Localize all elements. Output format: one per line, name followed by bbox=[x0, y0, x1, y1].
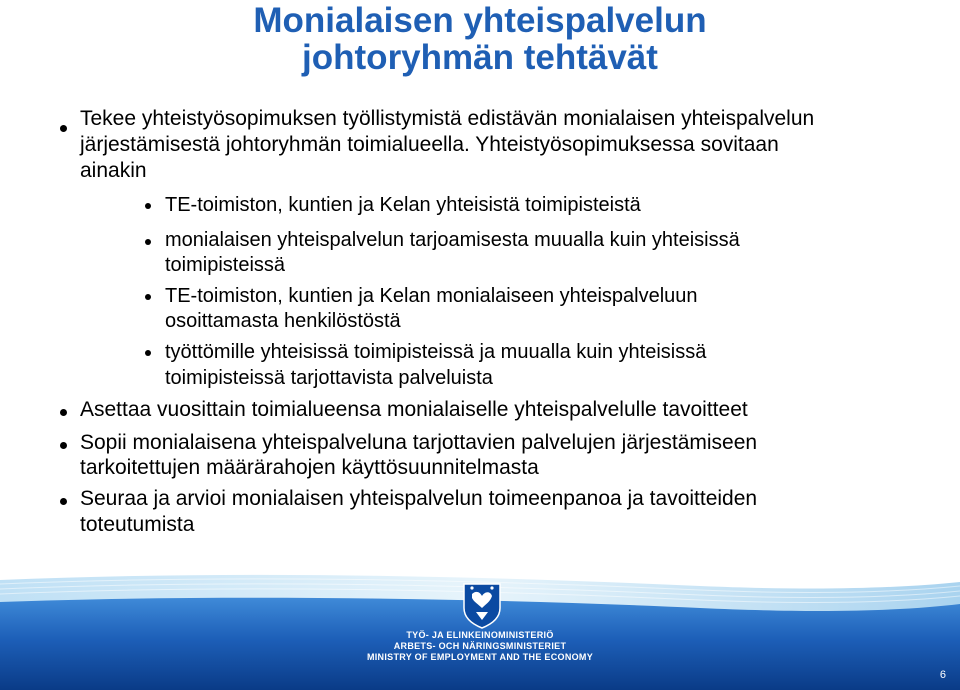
bullet-marker bbox=[60, 409, 67, 416]
bullet-4-line-1: Seuraa ja arvioi monialaisen yhteispalvelun toimeenpanoa ja tavoitteiden bbox=[80, 487, 758, 510]
sub-bullet-4-line-1: työttömille yhteisissä toimipisteissä ja muualla kuin yhteisissä bbox=[165, 341, 707, 363]
ministry-name-sv: ARBETS- OCH NÄRINGSMINISTERIET bbox=[393, 641, 567, 651]
bullet-marker bbox=[60, 125, 67, 132]
sub-bullet-1: TE-toimiston, kuntien ja Kelan yhteisistä toimipisteistä bbox=[165, 194, 641, 216]
bullet-1-line-2: järjestämisestä johtoryhmän toimialueella. Yhteistyösopimuksessa sovitaan bbox=[80, 133, 779, 156]
sub-bullet-4-line-2: toimipisteissä tarjottavista palveluista bbox=[165, 367, 493, 389]
sub-bullet-marker bbox=[145, 350, 151, 356]
sub-bullet-3-line-1: TE-toimiston, kuntien ja Kelan monialaiseen yhteispalveluun bbox=[165, 285, 698, 307]
bullet-2-line-1: Asettaa vuosittain toimialueensa monialaiselle yhteispalvelulle tavoitteet bbox=[80, 398, 748, 421]
page-number: 6 bbox=[939, 669, 946, 681]
sub-bullet-3-line-2: osoittamasta henkilöstöstä bbox=[165, 310, 401, 332]
ministry-name-fi: TYÖ- JA ELINKEINOMINISTERIÖ bbox=[406, 630, 554, 640]
title-line-1: Monialaisen yhteispalvelun bbox=[253, 1, 707, 40]
sub-bullet-marker bbox=[145, 294, 151, 300]
bullet-3-line-2: tarkoitettujen määrärahojen käyttösuunnitelmasta bbox=[80, 456, 539, 479]
bullet-1-line-3: ainakin bbox=[80, 159, 147, 182]
sub-bullet-marker bbox=[145, 239, 151, 245]
bullet-3-line-1: Sopii monialaisena yhteispalveluna tarjottavien palvelujen järjestämiseen bbox=[80, 431, 758, 454]
bullet-1-line-1: Tekee yhteistyösopimuksen työllistymistä edistävän monialaisen yhteispalvelun bbox=[80, 107, 815, 130]
bullet-marker bbox=[60, 498, 67, 505]
bullet-4-line-2: toteutumista bbox=[80, 513, 195, 536]
footer-band bbox=[0, 572, 960, 690]
title-line-2: johtoryhmän tehtävät bbox=[302, 38, 658, 77]
sub-bullet-2-line-2: toimipisteissä bbox=[165, 254, 286, 276]
ministry-name-en: MINISTRY OF EMPLOYMENT AND THE ECONOMY bbox=[366, 652, 594, 662]
bullet-marker bbox=[60, 442, 67, 449]
sub-bullet-2-line-1: monialaisen yhteispalvelun tarjoamisesta muualla kuin yhteisissä bbox=[165, 229, 740, 251]
sub-bullet-marker bbox=[145, 203, 151, 209]
